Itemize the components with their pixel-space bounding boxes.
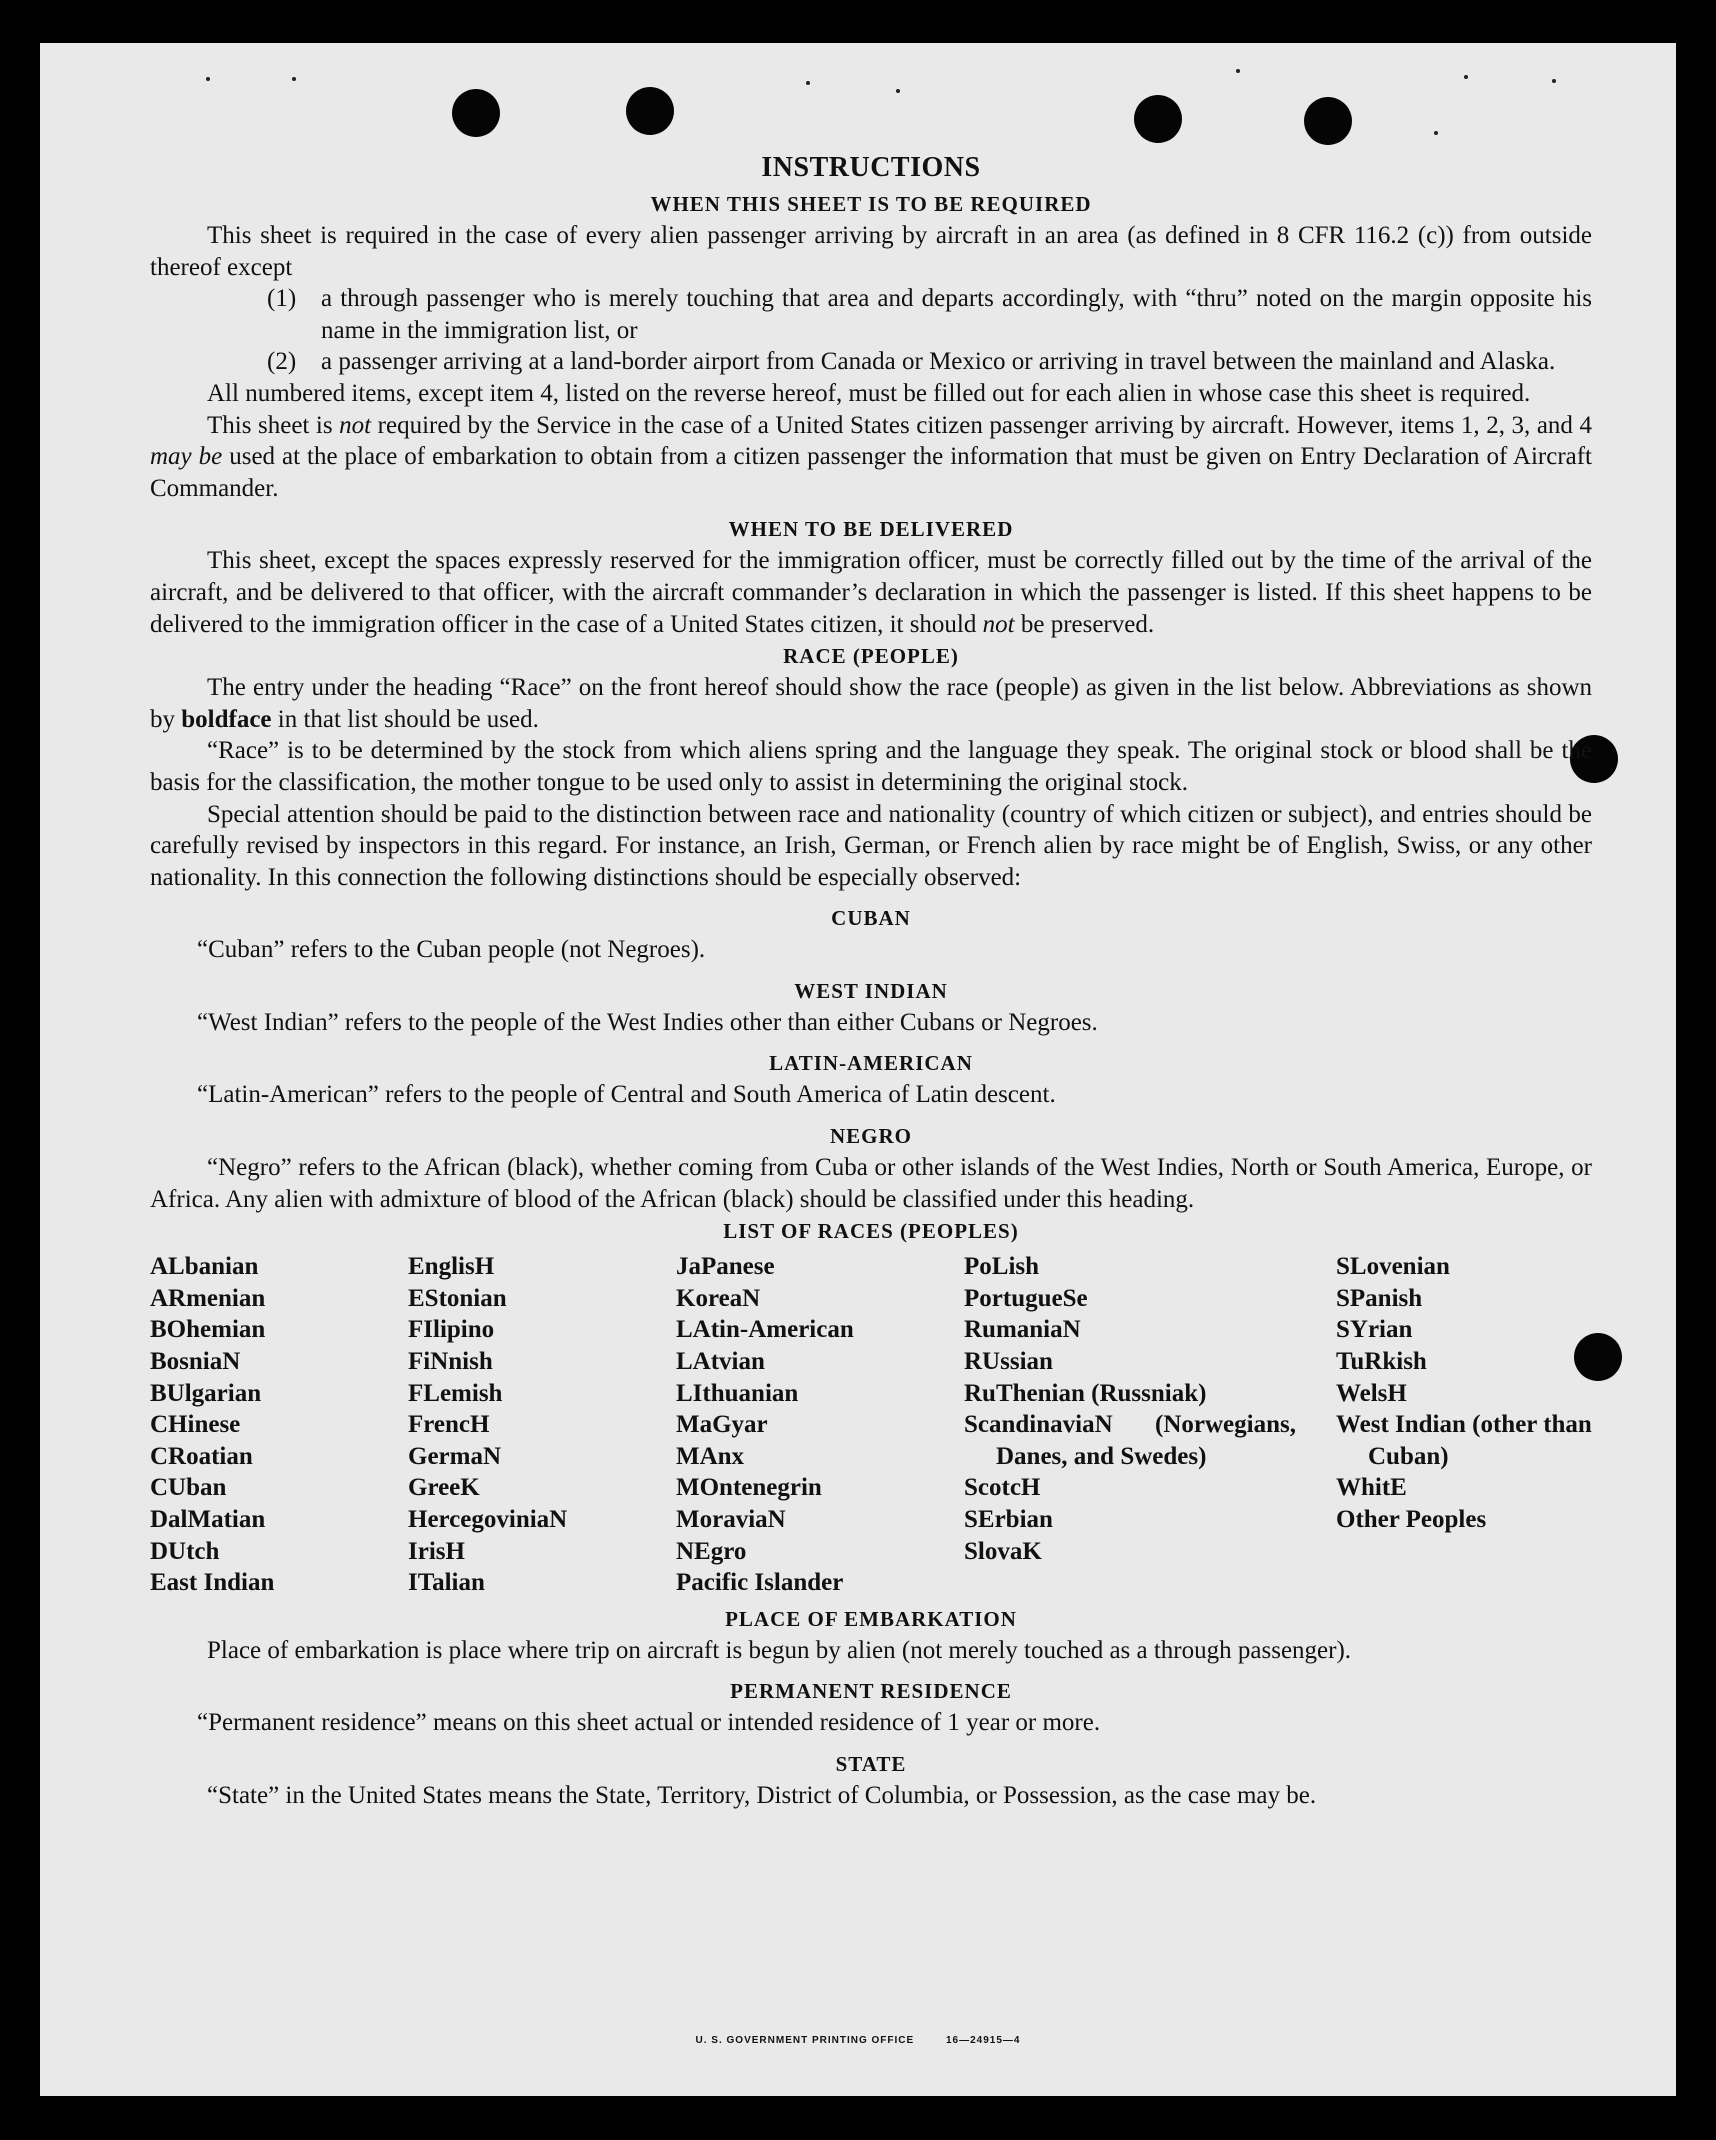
instructions-content: [150, 148, 1592, 1812]
race-item: FIlipino: [408, 1316, 495, 1344]
race-item: TuRkish: [1336, 1348, 1427, 1376]
race-item: LIthuanian: [676, 1379, 799, 1407]
race-item: SLovenian: [1336, 1253, 1450, 1281]
page-title: INSTRUCTIONS: [761, 152, 981, 183]
section-heading-latin-american: LATIN-AMERICAN: [769, 1051, 973, 1076]
residence-text: “Permanent residence” means on this sheet actual or intended residence of 1 year or more.: [197, 1709, 1101, 1737]
race-item: MOntenegrin: [676, 1474, 822, 1502]
section-heading-negro: NEGRO: [829, 1124, 912, 1149]
printer-name: U. S. GOVERNMENT PRINTING OFFICE: [695, 2035, 915, 2046]
delivered-paragraph: This sheet, except the spaces expressly reserved for the immigration officer, must be correctly filled out by the time of the arrival of the aircraft, and be delivered to that officer, with the aircraft commander’s declaration in which the passenger is listed. If this sheet happens to be delivered to the immigration officer in the case of a United States citizen, it should not be preserved.: [150, 547, 1592, 638]
required-paragraph: All numbered items, except item 4, listed on the reverse hereof, must be filled out for each alien in whose case this sheet is required.: [207, 379, 1531, 407]
race-item: FrencH: [408, 1411, 490, 1439]
section-heading-race: RACE (PEOPLE): [783, 644, 959, 669]
speck: [896, 89, 900, 93]
speck: [1434, 131, 1438, 135]
section-heading-state: STATE: [835, 1751, 907, 1776]
punch-hole: [1134, 95, 1182, 143]
west-indian-text: “West Indian” refers to the people of the West Indies other than either Cubans or Negroes.: [197, 1008, 1098, 1036]
section-heading-embarkation: PLACE OF EMBARKATION: [725, 1606, 1017, 1631]
race-item: MaGyar: [676, 1411, 768, 1439]
race-item: BOhemian: [150, 1316, 266, 1344]
speck: [1236, 69, 1240, 73]
race-item: CUban: [150, 1474, 227, 1502]
race-column: [408, 1251, 676, 1599]
race-column: [1336, 1251, 1592, 1599]
race-item: EnglisH: [408, 1253, 495, 1281]
speck: [1464, 75, 1468, 79]
race-column: [676, 1251, 964, 1599]
punch-hole: [1304, 97, 1352, 145]
race-paragraph: The entry under the heading “Race” on the front hereof should show the race (people) as given in the list below. Abbreviations as shown by boldface in that list should be used.: [150, 674, 1592, 733]
citizen-paragraph: This sheet is not required by the Service in the case of a United States citizen passenger arriving by aircraft. However, items 1, 2, 3, and 4 may be used at the place of embarkation to obtain from a citizen passenger the information that must be given on Entry Declaration of Aircraft Commander.: [150, 411, 1593, 502]
race-item: Other Peoples: [1336, 1506, 1487, 1533]
race-paragraph: Special attention should be paid to the distinction between race and nationality (country of which citizen or subject), and entries should be carefully revised by inspectors in this regard. For instance, an Irish, German, or French alien by race might be of English, Swiss, or any other nationality. In this connection the following distinctions should be especially observed:: [150, 800, 1592, 891]
race-item: SYrian: [1336, 1316, 1413, 1344]
race-item: PortugueSe: [964, 1284, 1088, 1312]
exception-item: [267, 346, 1592, 378]
punch-hole: [452, 89, 500, 137]
race-item: MoraviaN: [676, 1506, 786, 1533]
exception-number: (2): [267, 348, 297, 376]
race-item: WhitE: [1336, 1474, 1407, 1502]
race-paragraph: “Race” is to be determined by the stock from which aliens spring and the language they speak. The original stock or blood shall be the basis for the classification, the mother tongue to be used only to assist in determining the original stock.: [150, 737, 1592, 796]
race-item: BUlgarian: [150, 1379, 262, 1407]
race-item: CRoatian: [150, 1442, 253, 1470]
exception-text: a through passenger who is merely touching that area and departs accordingly, with “thru” noted on the margin opposite his name in the immigration list, or: [321, 285, 1592, 344]
race-item: SErbian: [964, 1506, 1053, 1533]
race-item: MAnx: [676, 1442, 745, 1470]
race-list: [150, 1251, 1592, 1599]
section-heading-cuban: CUBAN: [831, 906, 911, 931]
race-item: GermaN: [408, 1442, 502, 1470]
race-item: SPanish: [1336, 1284, 1423, 1312]
race-item: IrisH: [408, 1537, 465, 1565]
speck: [1552, 79, 1556, 83]
race-item: BosniaN: [150, 1348, 241, 1376]
form-code: 16—24915—4: [945, 2035, 1021, 2046]
printer-footer: [40, 2035, 1676, 2046]
race-item: SlovaK: [964, 1537, 1042, 1565]
race-item: ARmenian: [150, 1284, 266, 1312]
race-item: FiNnish: [408, 1348, 493, 1376]
state-text: “State” in the United States means the State, Territory, District of Columbia, or Possession, as the case may be.: [207, 1781, 1317, 1809]
race-item: PoLish: [964, 1253, 1040, 1281]
latin-american-text: “Latin-American” refers to the people of Central and South America of Latin descent.: [197, 1081, 1056, 1109]
race-item: JaPanese: [676, 1253, 775, 1281]
race-item: HercegoviniaN: [408, 1506, 568, 1533]
cuban-text: “Cuban” refers to the Cuban people (not Negroes).: [197, 936, 706, 964]
race-item: ITalian: [408, 1569, 485, 1597]
race-item: ALbanian: [150, 1253, 259, 1281]
race-item: RuThenian (Russniak): [964, 1379, 1207, 1407]
race-item: ScandinaviaN (Norwegians, Danes, and Swedes): [964, 1411, 1296, 1470]
race-item: LAtin-American: [676, 1316, 854, 1344]
race-item: NEgro: [676, 1537, 747, 1565]
exception-text: a passenger arriving at a land-border airport from Canada or Mexico or arriving in travel between the mainland and Alaska.: [321, 348, 1556, 376]
race-item: RumaniaN: [964, 1316, 1081, 1344]
speck: [806, 81, 810, 85]
race-item: DUtch: [150, 1537, 220, 1565]
section-heading-required: WHEN THIS SHEET IS TO BE REQUIRED: [650, 192, 1092, 216]
race-item: CHinese: [150, 1411, 241, 1439]
race-item: FLemish: [408, 1379, 503, 1407]
section-heading-residence: PERMANENT RESIDENCE: [730, 1679, 1012, 1704]
race-item: GreeK: [408, 1474, 480, 1502]
race-item: KoreaN: [676, 1284, 761, 1312]
race-item: Pacific Islander: [676, 1569, 844, 1597]
embarkation-text: Place of embarkation is place where trip on aircraft is begun by alien (not merely touched as a through passenger).: [207, 1636, 1352, 1664]
section-heading-list: LIST OF RACES (PEOPLES): [723, 1219, 1019, 1244]
exception-number: (1): [267, 285, 297, 313]
race-item: EStonian: [408, 1284, 507, 1312]
race-item: East Indian: [150, 1569, 275, 1597]
speck: [206, 77, 210, 81]
race-item: LAtvian: [676, 1348, 765, 1376]
race-item: DalMatian: [150, 1506, 266, 1533]
section-heading-west-indian: WEST INDIAN: [794, 978, 948, 1003]
race-column: [964, 1251, 1336, 1599]
race-item: ScotcH: [964, 1474, 1041, 1502]
punch-hole: [626, 87, 674, 135]
required-intro: This sheet is required in the case of every alien passenger arriving by aircraft in an area (as defined in 8 CFR 116.2 (c)) from outside thereof except: [150, 222, 1592, 281]
race-item: RUssian: [964, 1348, 1053, 1376]
exception-item: [267, 283, 1592, 346]
race-column: [150, 1251, 408, 1599]
document-page: [40, 43, 1676, 2096]
speck: [292, 77, 296, 81]
negro-text: “Negro” refers to the African (black), whether coming from Cuba or other islands of the West Indies, North or South America, Europe, or Africa. Any alien with admixture of blood of the African (black) should be classified under this heading.: [150, 1154, 1592, 1213]
section-heading-delivered: WHEN TO BE DELIVERED: [728, 517, 1014, 542]
race-item: WelsH: [1336, 1379, 1407, 1407]
race-item: West Indian (other than Cuban): [1336, 1411, 1592, 1470]
